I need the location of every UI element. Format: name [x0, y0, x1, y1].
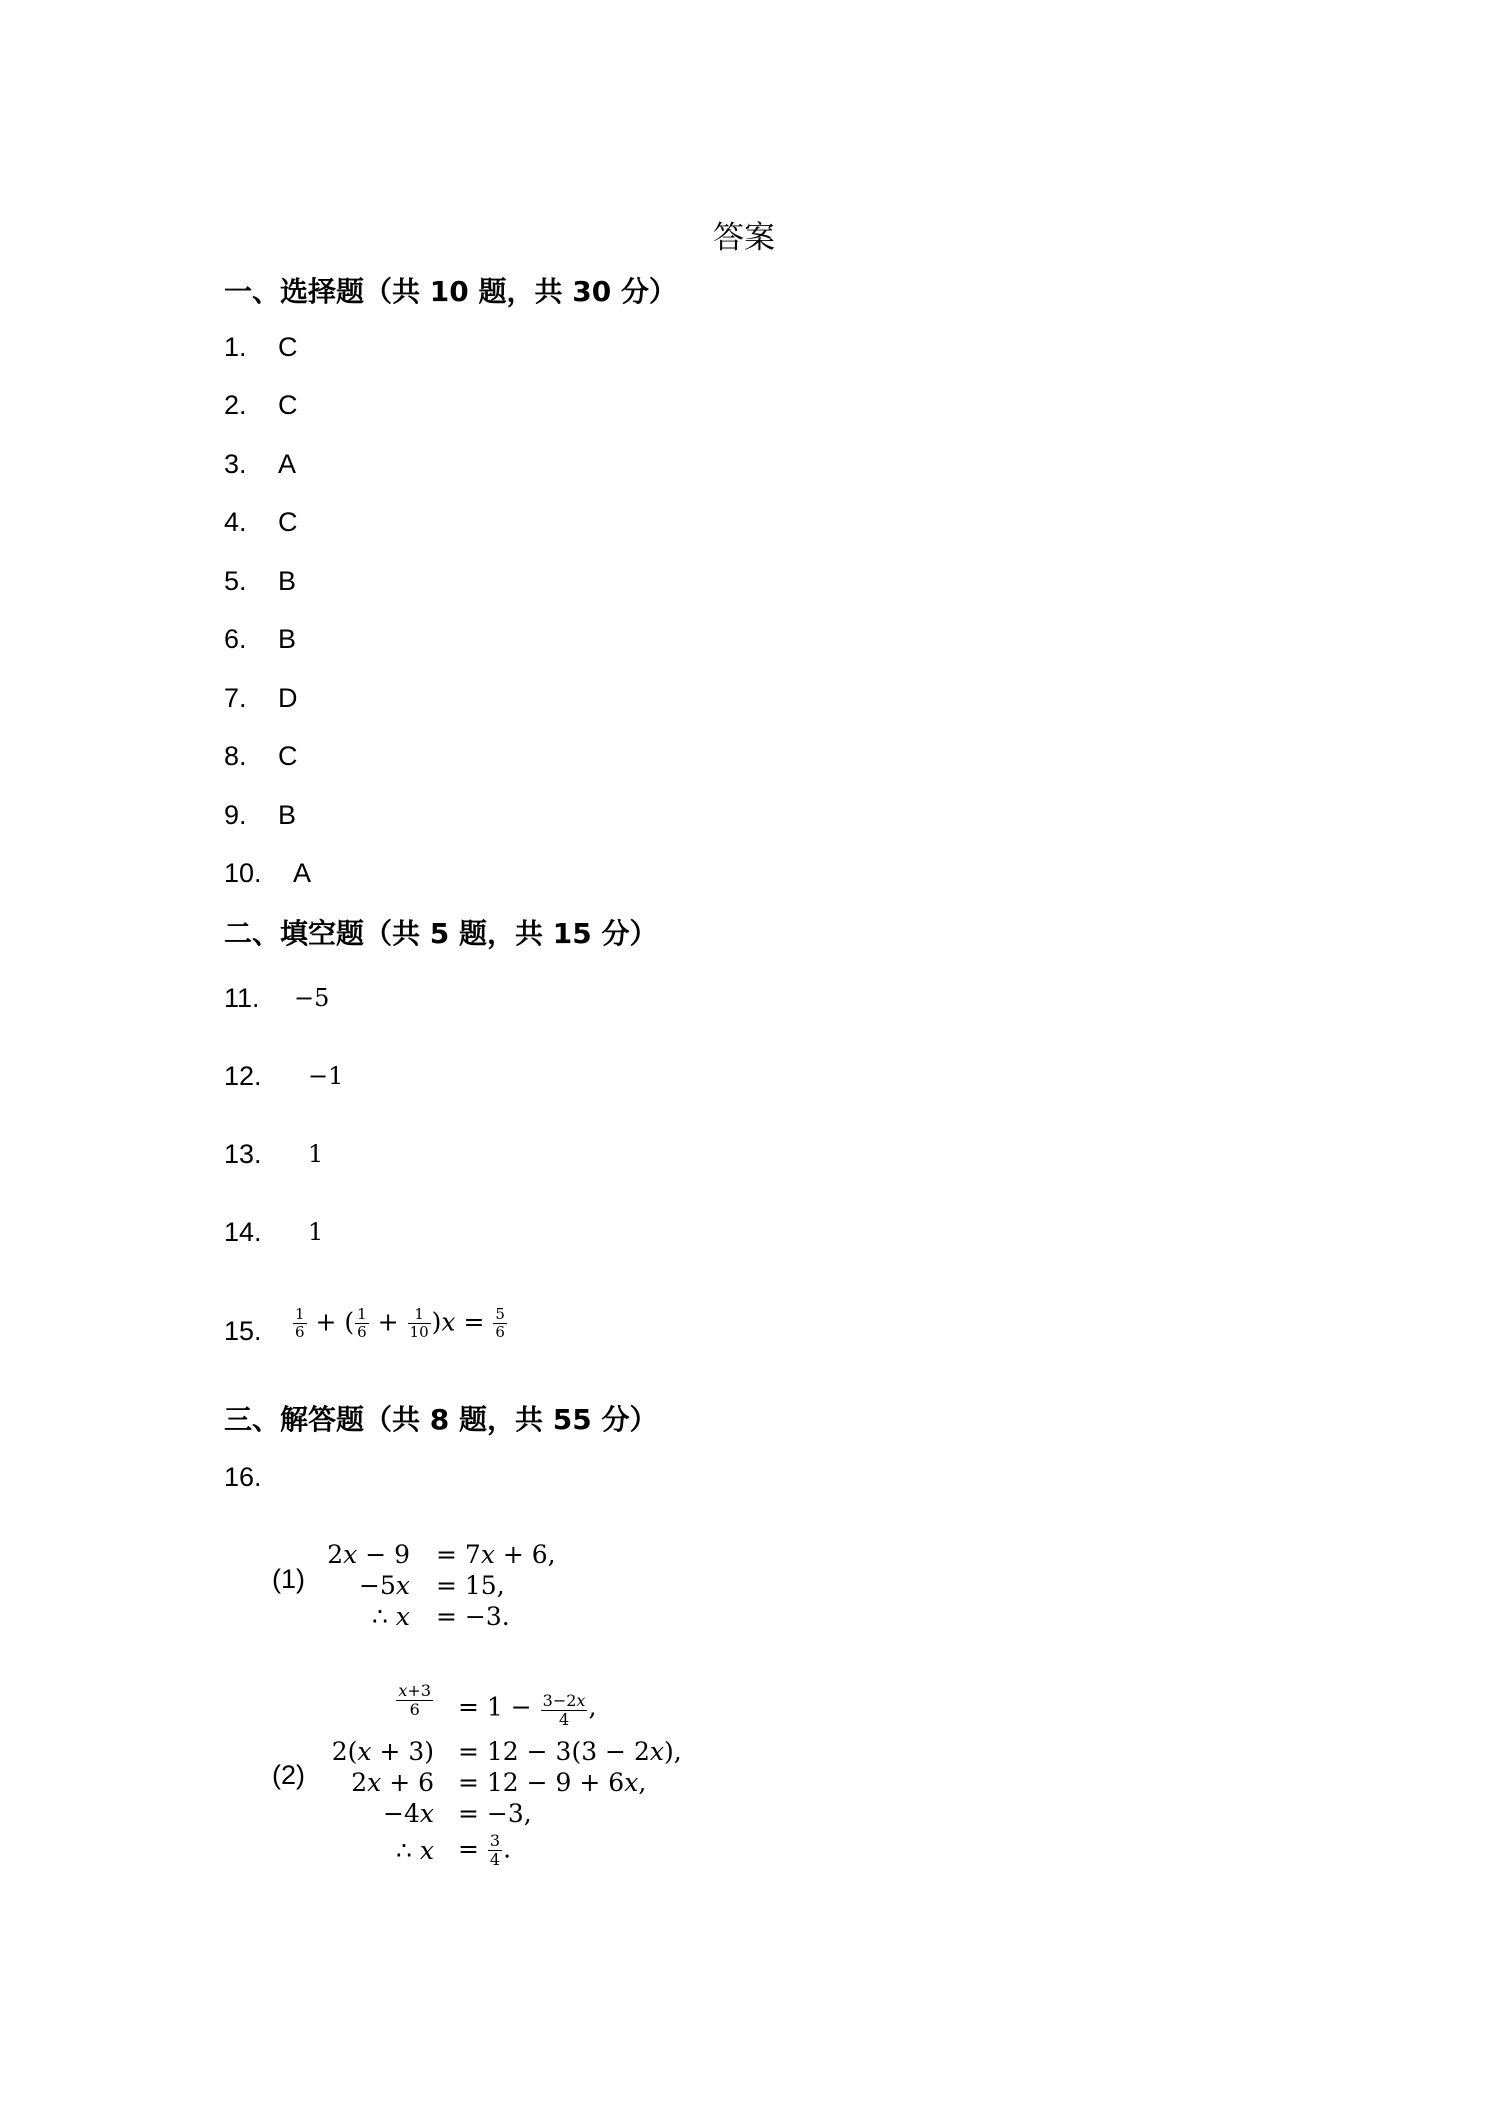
part-label: (1): [272, 1564, 305, 1594]
equation-line: $\frac{x+3}{6}$ = 1 − $\frac{3-2x}{4}$ ,: [398, 1681, 597, 1730]
choice-answer: A: [293, 858, 312, 888]
section-heading-choice: 一、选择题（共 10 题，共 30 分）: [224, 275, 677, 308]
item-number: 10.: [224, 858, 262, 888]
item-number: 11.: [224, 983, 260, 1013]
equation-line: 2x + 6 = 12 − 9 + 6x,: [351, 1768, 647, 1797]
item-number: 4.: [224, 507, 247, 537]
item-number: 8.: [224, 741, 247, 771]
item-number: 2.: [224, 390, 247, 420]
choice-answer: B: [278, 800, 297, 830]
item-number: 7.: [224, 683, 247, 713]
equation-line: ∴ x = $\frac{3}{4}$ .: [396, 1831, 512, 1870]
fill-answer-equation: $\frac{1}{6}$ + ( $\frac{1}{6}$ + $\frac{1}{10}$ )x = $\frac{5}{6}$: [295, 1305, 505, 1342]
choice-answer: B: [278, 566, 297, 596]
item-number: 5.: [224, 566, 247, 596]
section-heading-solve: 三、解答题（共 8 题，共 55 分）: [224, 1403, 658, 1436]
equation-line: ∴ x = −3.: [372, 1602, 510, 1631]
section-heading-fill: 二、填空题（共 5 题，共 15 分）: [224, 917, 658, 950]
fill-answer: −5: [294, 984, 330, 1012]
part-label: (2): [272, 1760, 305, 1790]
choice-answer: C: [278, 741, 298, 771]
item-number: 6.: [224, 624, 247, 654]
equation-line: −5x = 15,: [359, 1571, 505, 1600]
choice-answer: A: [278, 449, 297, 479]
choice-answer: C: [278, 507, 298, 537]
item-number: 1.: [224, 332, 247, 362]
fill-answer: −1: [308, 1062, 344, 1090]
item-number: 14.: [224, 1217, 262, 1247]
equation-line: 2x − 9 = 7x + 6,: [327, 1540, 556, 1569]
choice-answer: D: [278, 683, 298, 713]
item-number: 16.: [224, 1462, 262, 1492]
fill-answer: 1: [308, 1140, 324, 1168]
page-title: 答案: [713, 220, 775, 256]
item-number: 15.: [224, 1316, 262, 1346]
equation-line: −4x = −3,: [383, 1799, 532, 1828]
item-number: 9.: [224, 800, 247, 830]
item-number: 13.: [224, 1139, 262, 1169]
equation-line: 2(x + 3) = 12 − 3(3 − 2x),: [331, 1737, 682, 1766]
choice-answer: B: [278, 624, 297, 654]
fill-answer: 1: [308, 1218, 324, 1246]
choice-answer: C: [278, 390, 298, 420]
item-number: 12.: [224, 1061, 262, 1091]
item-number: 3.: [224, 449, 247, 479]
choice-answer: C: [278, 332, 298, 362]
